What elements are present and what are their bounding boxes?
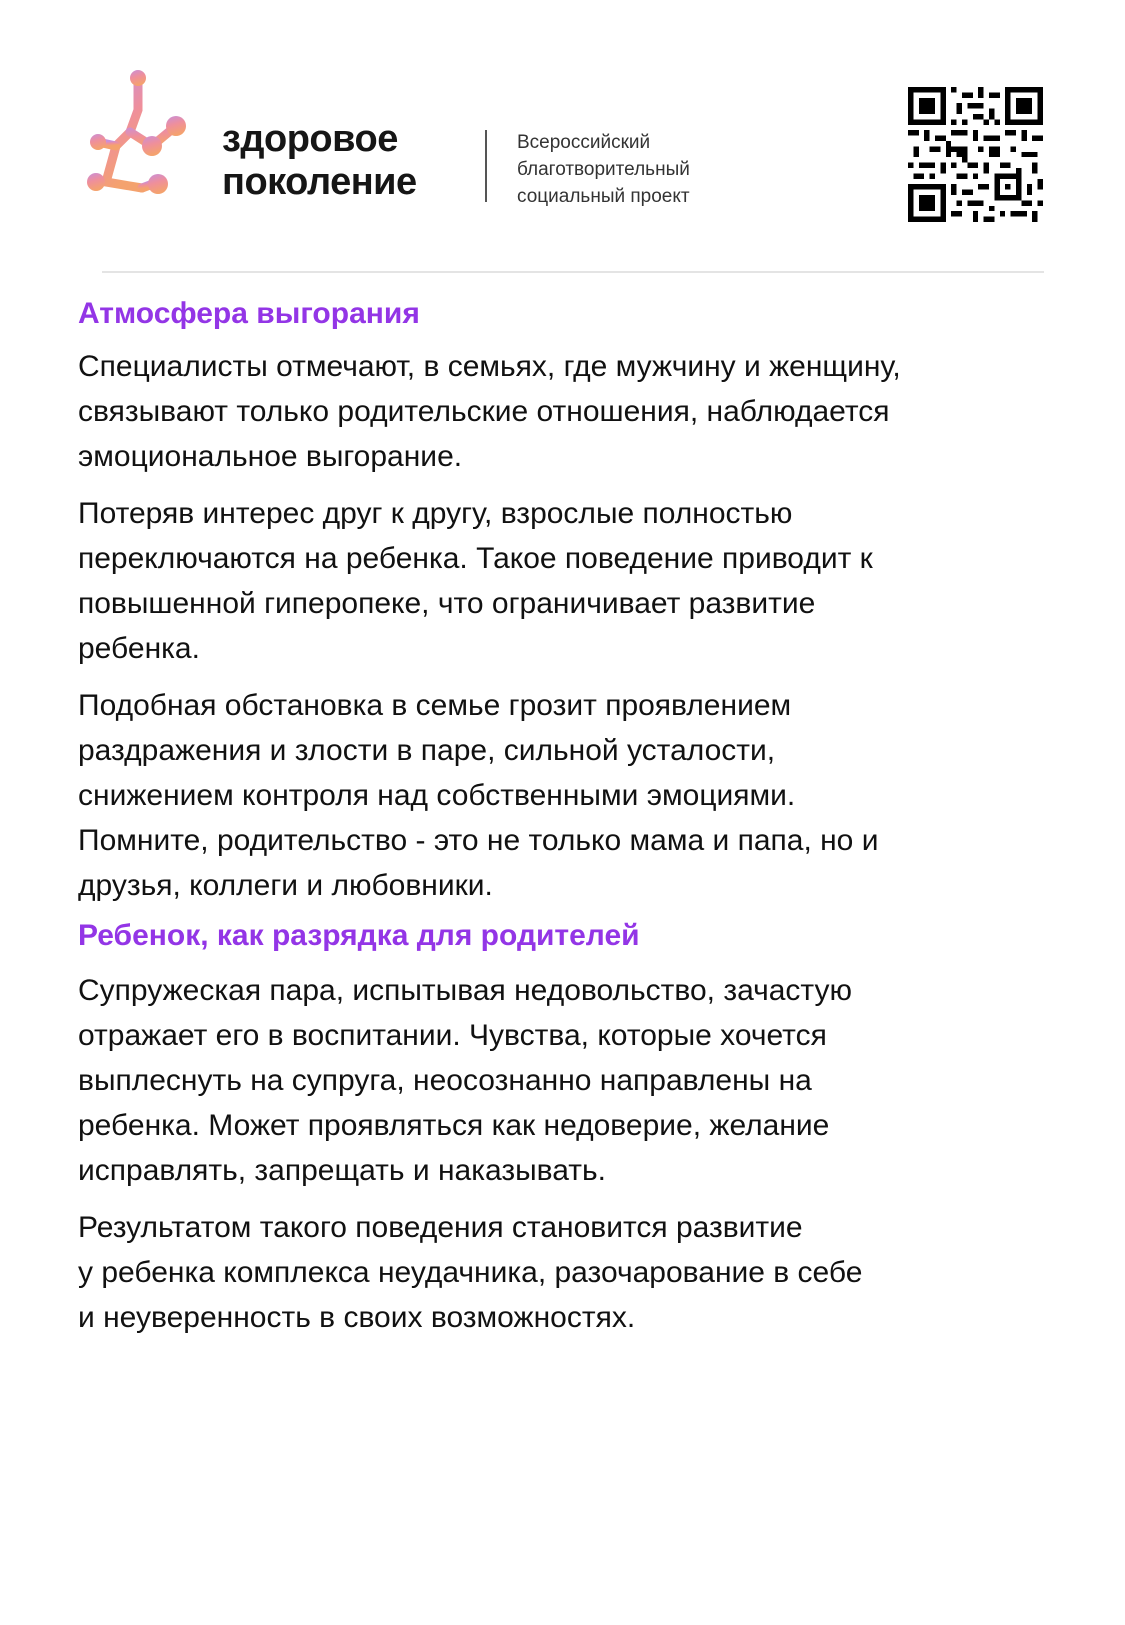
paragraph-line: Потеряв интерес друг к другу, взрослые полностью	[78, 497, 793, 530]
brand-name	[222, 118, 417, 204]
paragraph	[78, 344, 1068, 479]
qr-code-icon	[908, 87, 1043, 222]
brand-name-line1: здоровое	[222, 118, 398, 160]
paragraph-line: Помните, родительство - это не только мама и папа, но и	[78, 824, 879, 857]
section-heading-child-discharge: Ребенок, как разрядка для родителей	[78, 919, 640, 952]
paragraph	[78, 683, 1068, 908]
brand-name-line2: поколение	[222, 161, 417, 203]
paragraph	[78, 491, 1068, 671]
tagline-line1: Всероссийский	[517, 132, 651, 153]
paragraph-line: выплеснуть на супруга, неосознанно направлены на	[78, 1064, 812, 1097]
paragraph-line: переключаются на ребенка. Такое поведение приводит к	[78, 542, 873, 575]
molecule-logo-icon	[86, 70, 198, 202]
paragraph-line: снижением контроля над собственными эмоциями.	[78, 779, 796, 812]
paragraph-line: связывают только родительские отношения, наблюдается	[78, 395, 890, 428]
paragraph	[78, 968, 1068, 1193]
paragraph-line: Подобная обстановка в семье грозит проявлением	[78, 689, 792, 722]
page-header	[0, 0, 1125, 275]
header-separator	[102, 271, 1044, 273]
paragraph-line: Супружеская пара, испытывая недовольство, зачастую	[78, 974, 853, 1007]
brand-divider	[485, 130, 487, 202]
tagline-line2: благотворительный	[517, 159, 690, 180]
paragraph-line: друзья, коллеги и любовники.	[78, 869, 493, 902]
paragraph-line: повышенной гиперопеке, что ограничивает развитие	[78, 587, 816, 620]
paragraph-line: исправлять, запрещать и наказывать.	[78, 1154, 607, 1187]
paragraph-line: и неуверенность в своих возможностях.	[78, 1301, 636, 1334]
paragraph-line: отражает его в воспитании. Чувства, которые хочется	[78, 1019, 827, 1052]
paragraph-line: эмоциональное выгорание.	[78, 440, 463, 473]
brand-tagline	[517, 129, 690, 210]
paragraph-line: Специалисты отмечают, в семьях, где мужчину и женщину,	[78, 350, 901, 383]
tagline-line3: социальный проект	[517, 186, 690, 207]
paragraph-line: ребенка.	[78, 632, 200, 665]
paragraph-line: ребенка. Может проявляться как недоверие, желание	[78, 1109, 830, 1142]
section-heading-burnout: Атмосфера выгорания	[78, 297, 420, 330]
paragraph-line: у ребенка комплекса неудачника, разочарование в себе	[78, 1256, 863, 1289]
paragraph	[78, 1205, 1068, 1340]
article-body	[78, 294, 1068, 1340]
paragraph-line: Результатом такого поведения становится развитие	[78, 1211, 803, 1244]
paragraph-line: раздражения и злости в паре, сильной усталости,	[78, 734, 776, 767]
